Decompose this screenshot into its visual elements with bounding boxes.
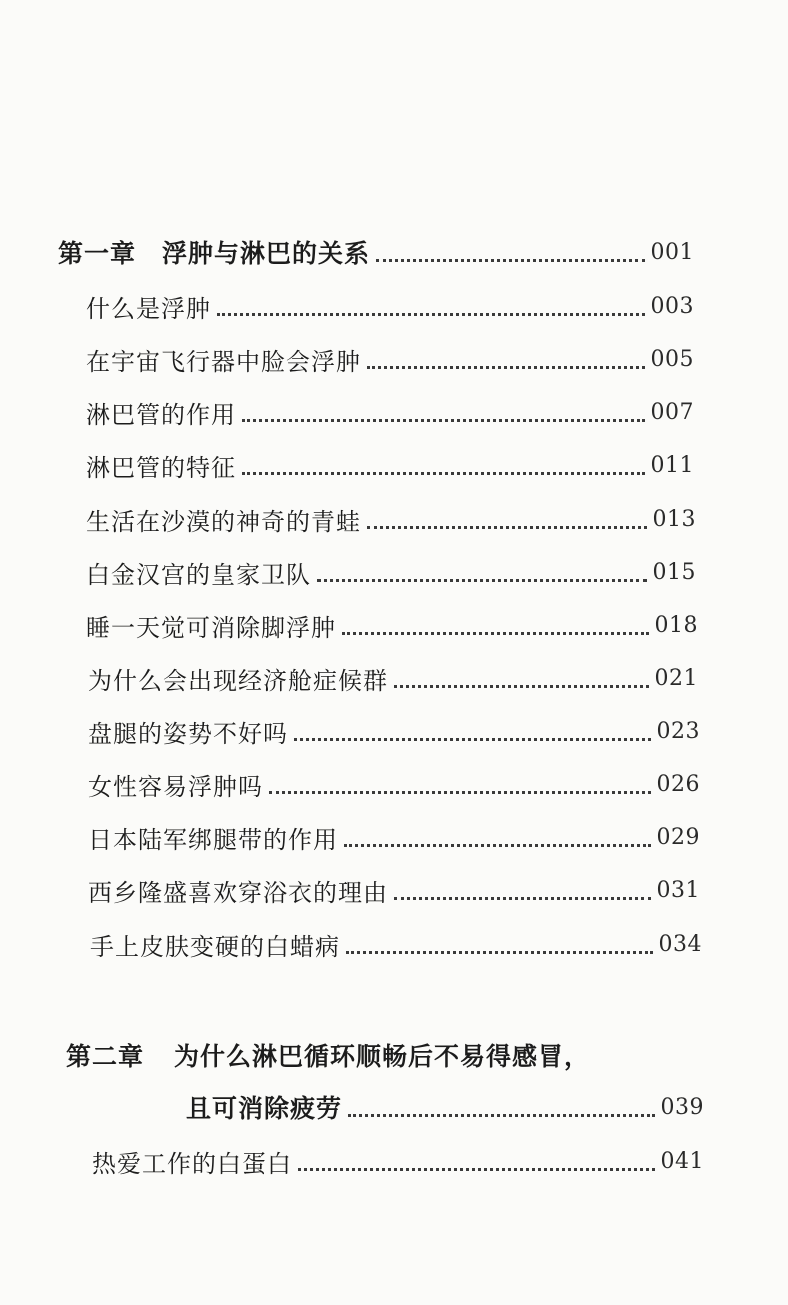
- toc-entry: [86, 286, 694, 326]
- dot-leader: [242, 419, 645, 422]
- toc-entry: [88, 711, 700, 751]
- dot-leader: [394, 685, 649, 688]
- page-number: 013: [652, 506, 696, 532]
- entry-title: 生活在沙漠的神奇的青蛙: [86, 507, 361, 536]
- dot-leader: [376, 259, 644, 262]
- toc-entry: [86, 552, 696, 592]
- dot-leader: [348, 1114, 654, 1117]
- dot-leader: [342, 632, 649, 635]
- toc-entry: [88, 817, 700, 857]
- page-number: 011: [650, 452, 694, 478]
- entry-title: 淋巴管的作用: [86, 400, 236, 429]
- page-number: 018: [654, 612, 698, 638]
- chapter-heading-line1: [66, 1037, 590, 1073]
- toc-entry: [88, 764, 700, 804]
- dot-leader: [242, 472, 645, 475]
- entry-title: 日本陆军绑腿带的作用: [88, 825, 338, 854]
- chapter-title: [58, 234, 370, 270]
- toc-entry: [88, 658, 698, 698]
- entry-title: 盘腿的姿势不好吗: [88, 719, 288, 748]
- entry-title: 什么是浮肿: [86, 294, 211, 323]
- page-number: 001: [650, 239, 694, 265]
- dot-leader: [317, 579, 647, 582]
- entry-title: 淋巴管的特征: [86, 453, 236, 482]
- dot-leader: [269, 791, 651, 794]
- toc-entry: [86, 499, 696, 539]
- entry-title: 睡一天觉可消除脚浮肿: [86, 613, 336, 642]
- page-number: 007: [650, 399, 694, 425]
- dot-leader: [217, 313, 645, 316]
- entry-title: 西乡隆盛喜欢穿浴衣的理由: [88, 878, 388, 907]
- chapter-name-line1: 为什么淋巴循环顺畅后不易得感冒，: [174, 1042, 591, 1071]
- chapter-name-line2: 且可消除疲劳: [186, 1094, 343, 1123]
- page-number: 039: [660, 1094, 704, 1120]
- chapter-name: 浮肿与淋巴的关系: [162, 239, 371, 268]
- page-number: 005: [650, 346, 694, 372]
- toc-entry: [88, 870, 700, 910]
- page-number: 029: [656, 824, 700, 850]
- chapter-number: 第一章: [58, 239, 137, 268]
- toc-entry: [86, 605, 698, 645]
- dot-leader: [344, 844, 651, 847]
- dot-leader: [298, 1168, 655, 1171]
- dot-leader: [346, 951, 653, 954]
- page-number: 021: [654, 665, 698, 691]
- page-number: 026: [656, 771, 700, 797]
- entry-title: 手上皮肤变硬的白蜡病: [90, 932, 340, 961]
- entry-title: 在宇宙飞行器中脸会浮肿: [86, 347, 361, 376]
- toc-entry: [86, 392, 694, 432]
- chapter-number: 第二章: [66, 1042, 145, 1071]
- page-number: 034: [658, 931, 702, 957]
- dot-leader: [294, 738, 651, 741]
- entry-title: 白金汉宫的皇家卫队: [86, 560, 311, 589]
- entry-title: 为什么会出现经济舱症候群: [88, 666, 388, 695]
- page-number: 023: [656, 718, 700, 744]
- page-number: 041: [660, 1148, 704, 1174]
- dot-leader: [367, 526, 647, 529]
- toc-entry: [90, 924, 702, 964]
- toc-entry: [86, 339, 694, 379]
- toc-entry: [86, 445, 694, 485]
- entry-title: 女性容易浮肿吗: [88, 772, 263, 801]
- toc-entry: [92, 1141, 704, 1181]
- chapter-heading-line2: [186, 1087, 704, 1127]
- dot-leader: [394, 897, 651, 900]
- entry-title: 热爱工作的白蛋白: [92, 1149, 292, 1178]
- page-number: 015: [652, 559, 696, 585]
- dot-leader: [367, 366, 645, 369]
- page-number: 003: [650, 293, 694, 319]
- page-number: 031: [656, 877, 700, 903]
- chapter-heading: [58, 232, 694, 272]
